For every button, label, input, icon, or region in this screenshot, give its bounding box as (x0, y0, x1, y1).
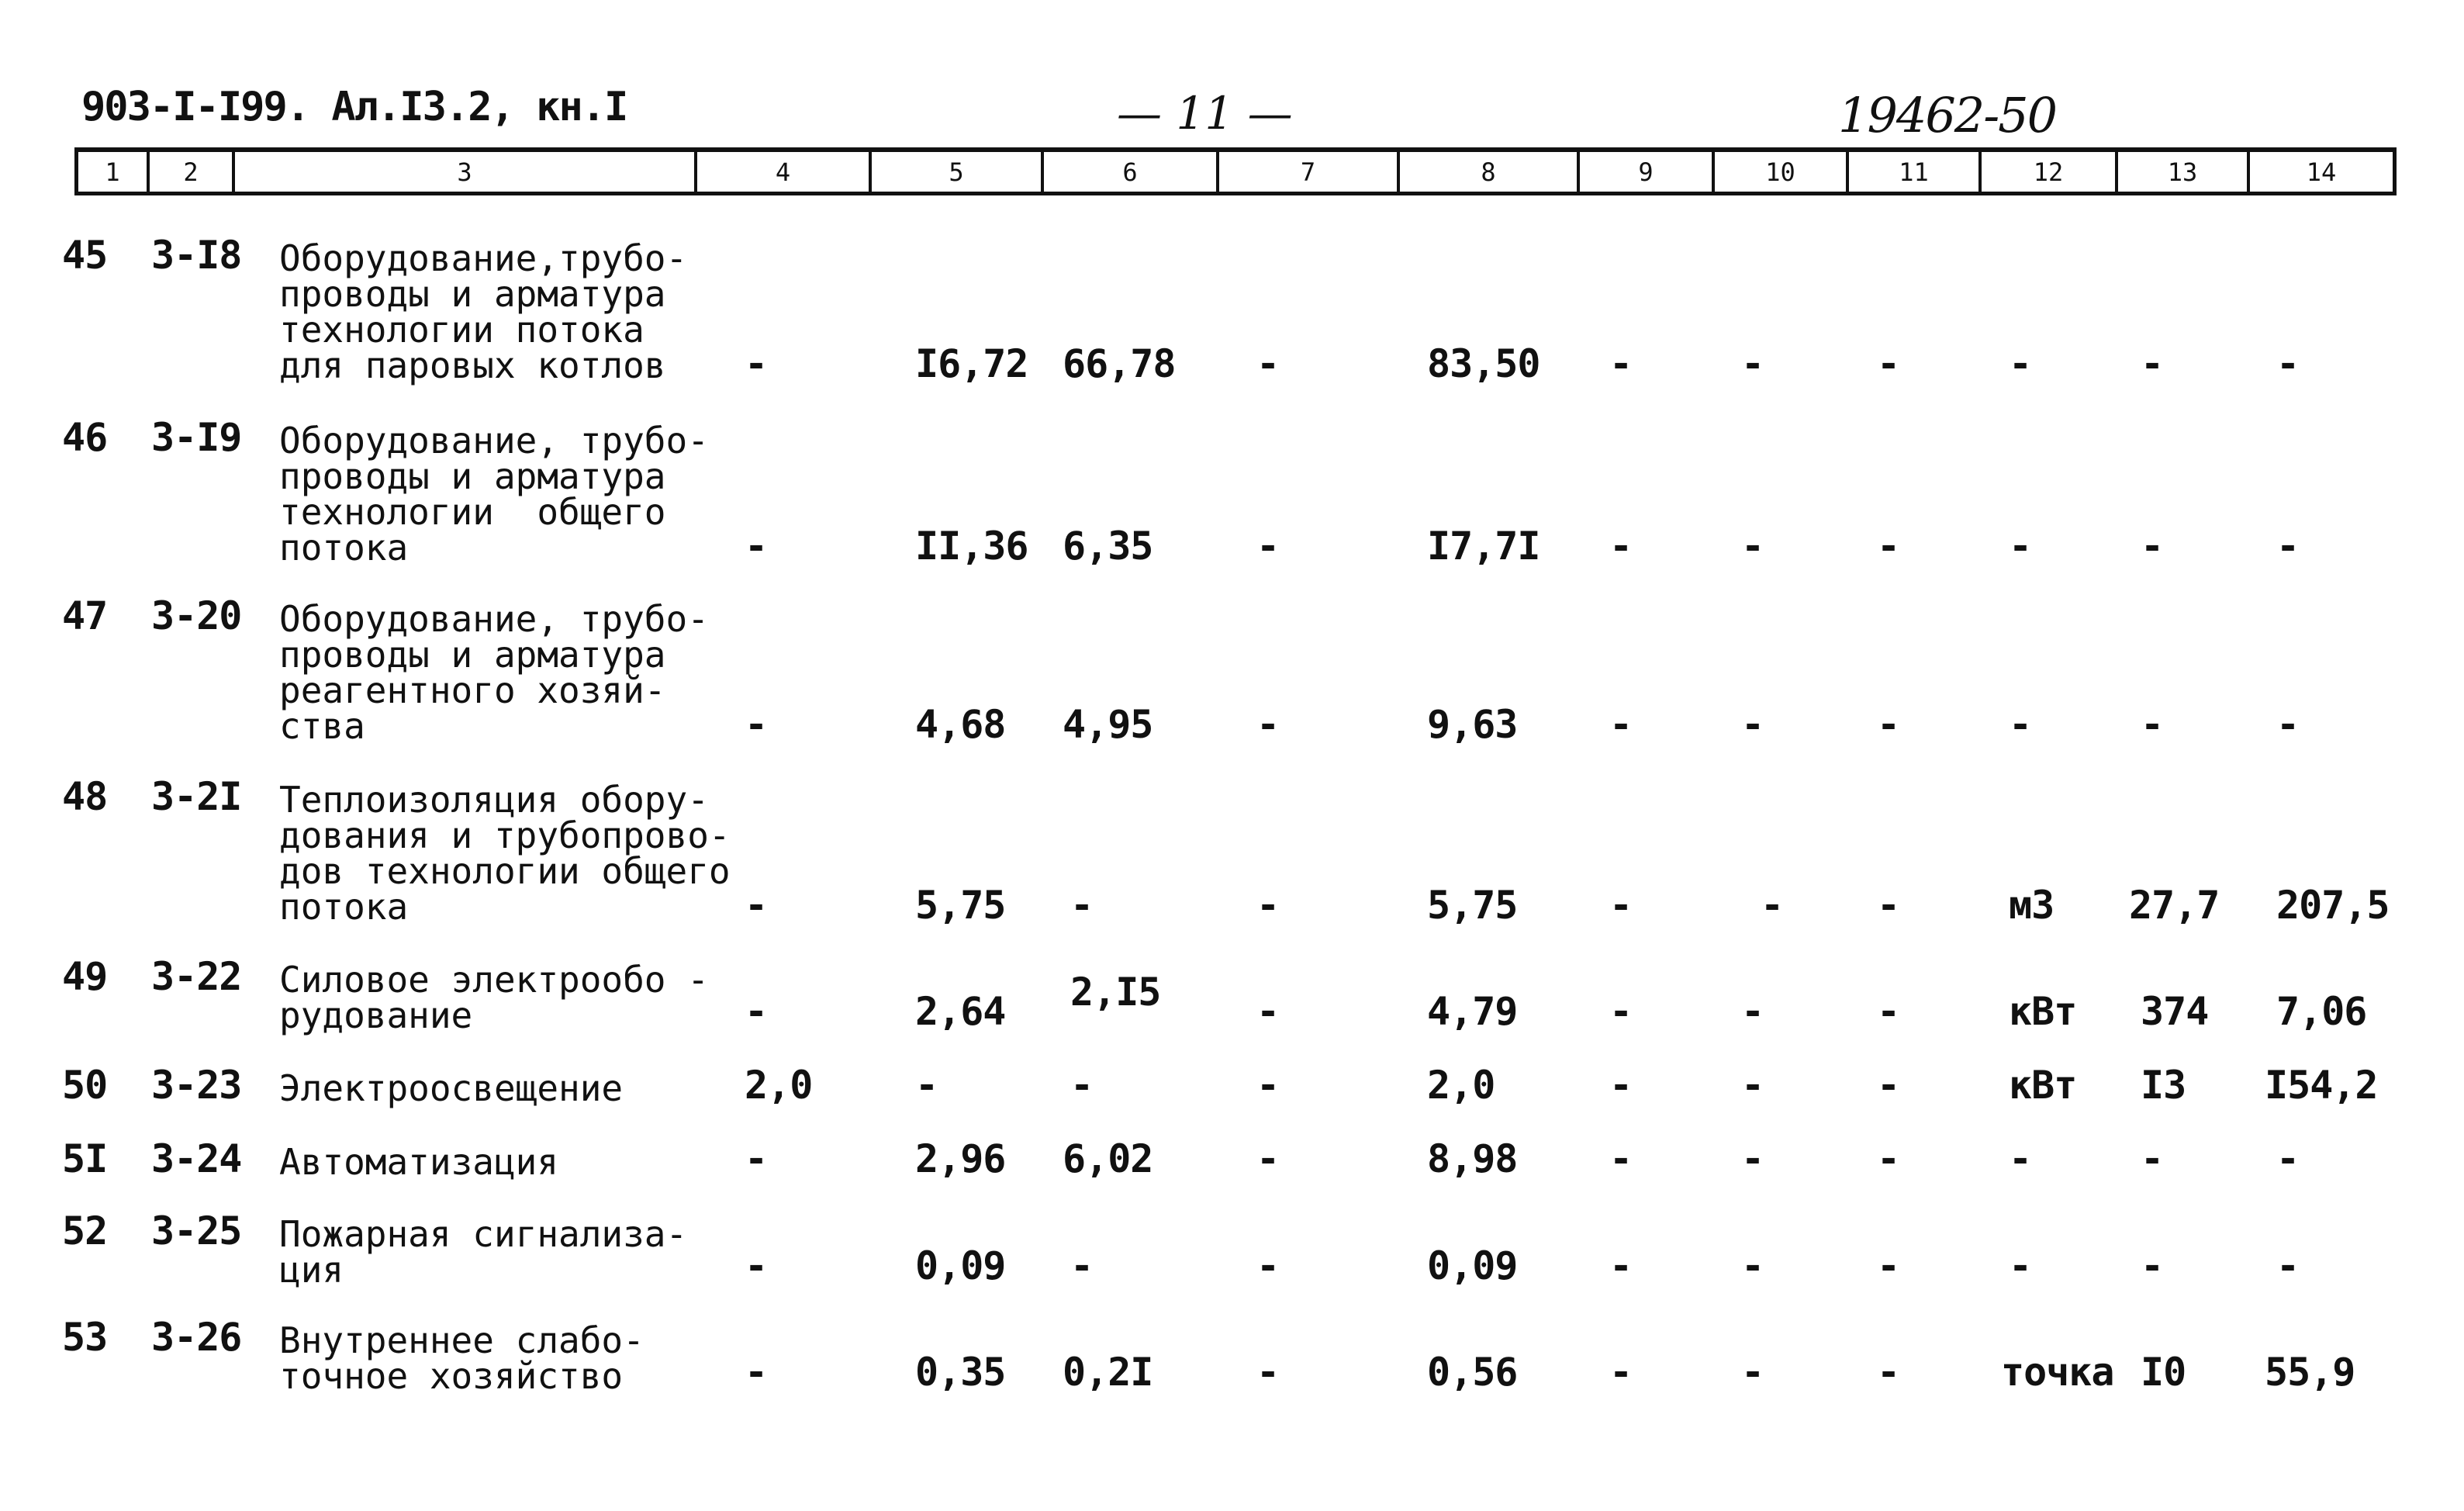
col-header-10: 10 (1712, 152, 1846, 192)
row-code: 3-22 (151, 954, 242, 999)
col-header-12: 12 (1978, 152, 2115, 192)
cell-col9: - (1609, 883, 1633, 928)
cell-col11: - (1877, 702, 1901, 747)
cell-col13: - (2141, 1243, 2164, 1288)
row-code: 3-20 (151, 593, 242, 638)
row-name: Теплоизоляция обору- дования и трубопрово- дов технологии общего потока (279, 779, 731, 928)
cell-col14: I54,2 (2265, 1063, 2378, 1108)
cell-col5: 0,09 (915, 1243, 1006, 1288)
cell-col4: - (745, 702, 769, 747)
row-number: 47 (62, 593, 108, 638)
cell-col9: - (1609, 341, 1633, 386)
cell-col10: - (1741, 341, 1765, 386)
cell-col10: - (1741, 1243, 1765, 1288)
row-code: 3-25 (151, 1208, 242, 1253)
cell-col7: - (1256, 1243, 1280, 1288)
cell-col10: - (1761, 883, 1785, 928)
row-number: 53 (62, 1315, 108, 1360)
col-header-5: 5 (869, 152, 1041, 192)
row-name: Электроосвещение (279, 1067, 624, 1109)
cell-col5: II,36 (915, 524, 1028, 569)
cell-col14: 207,5 (2276, 883, 2390, 928)
cell-col9: - (1609, 524, 1633, 569)
col-header-4: 4 (694, 152, 869, 192)
row-number: 52 (62, 1208, 108, 1253)
cell-col7: - (1256, 1136, 1280, 1181)
cell-col12: кВт (2009, 989, 2077, 1034)
cell-col9: - (1609, 1136, 1633, 1181)
cell-col10: - (1741, 524, 1765, 569)
cell-col4: - (745, 1243, 769, 1288)
col-header-1: 1 (105, 157, 120, 187)
cell-col11: - (1877, 1136, 1901, 1181)
col-header-3: 3 (232, 152, 694, 192)
cell-col5: 2,64 (915, 989, 1006, 1034)
cell-col12: - (2009, 1136, 2032, 1181)
cell-col9: - (1609, 1063, 1633, 1108)
cell-col14: 7,06 (2276, 989, 2367, 1034)
row-number: 45 (62, 233, 108, 278)
cell-col10: - (1741, 989, 1765, 1034)
cell-col11: - (1877, 1350, 1901, 1395)
cell-col6: - (1070, 883, 1094, 928)
cell-col9: - (1609, 1350, 1633, 1395)
cell-col10: - (1741, 1063, 1765, 1108)
cell-col8: 8,98 (1427, 1136, 1518, 1181)
cell-col14: - (2276, 702, 2300, 747)
cell-col9: - (1609, 989, 1633, 1034)
cell-col14: - (2276, 524, 2300, 569)
row-code: 3-I8 (151, 233, 242, 278)
cell-col12: - (2009, 524, 2032, 569)
cell-col11: - (1877, 1063, 1901, 1108)
row-number: 5I (62, 1136, 108, 1181)
cell-col12: точка (2001, 1350, 2114, 1395)
cell-col13: I0 (2141, 1350, 2186, 1395)
cell-col9: - (1609, 702, 1633, 747)
cell-col9: - (1609, 1243, 1633, 1288)
row-name: Оборудование, трубо- проводы и арматура реагентного хозяй- ства (279, 598, 709, 747)
cell-col5: - (915, 1063, 939, 1108)
cell-col5: 0,35 (915, 1350, 1006, 1395)
cell-col13: 27,7 (2129, 883, 2220, 928)
cell-col5: 4,68 (915, 702, 1006, 747)
cell-col5: 5,75 (915, 883, 1006, 928)
col-header-6: 6 (1041, 152, 1216, 192)
cell-col4: - (745, 989, 769, 1034)
row-code: 3-23 (151, 1063, 242, 1108)
cell-col12: - (2009, 702, 2032, 747)
cell-col11: - (1877, 524, 1901, 569)
cell-col13: - (2141, 1136, 2164, 1181)
cell-col11: - (1877, 989, 1901, 1034)
column-number-header (74, 147, 2397, 195)
cell-col7: - (1256, 341, 1280, 386)
cell-col10: - (1741, 702, 1765, 747)
cell-col8: 83,50 (1427, 341, 1540, 386)
cell-col8: I7,7I (1427, 524, 1540, 569)
cell-col13: - (2141, 524, 2164, 569)
cell-col13: - (2141, 702, 2164, 747)
cell-col6: 4,95 (1063, 702, 1153, 747)
row-name: Оборудование, трубо- проводы и арматура технологии общего потока (279, 420, 709, 569)
cell-col10: - (1741, 1136, 1765, 1181)
col-header-14: 14 (2247, 152, 2393, 192)
cell-col14: 55,9 (2265, 1350, 2355, 1395)
cell-col12: - (2009, 1243, 2032, 1288)
cell-col8: 4,79 (1427, 989, 1518, 1034)
row-number: 48 (62, 774, 108, 819)
cell-col4: - (745, 883, 769, 928)
cell-col8: 9,63 (1427, 702, 1518, 747)
cell-col4: - (745, 341, 769, 386)
row-name: Автоматизация (279, 1141, 559, 1183)
document-code: 903-I-I99. Ал.I3.2, кн.I (81, 84, 627, 130)
cell-col10: - (1741, 1350, 1765, 1395)
cell-col7: - (1256, 989, 1280, 1034)
cell-col6: 6,35 (1063, 524, 1153, 569)
col-header-2: 2 (147, 152, 232, 192)
cell-col12: - (2009, 341, 2032, 386)
cell-col14: - (2276, 1243, 2300, 1288)
row-code: 3-I9 (151, 415, 242, 460)
cell-col8: 0,09 (1427, 1243, 1518, 1288)
cell-col14: - (2276, 341, 2300, 386)
row-name: Внутреннее слабо- точное хозяйство (279, 1319, 645, 1397)
cell-col4: - (745, 524, 769, 569)
cell-col6: 0,2I (1063, 1350, 1153, 1395)
col-header-7: 7 (1216, 152, 1397, 192)
cell-col13: I3 (2141, 1063, 2186, 1108)
col-header-8: 8 (1397, 152, 1577, 192)
row-number: 50 (62, 1063, 108, 1108)
cell-col8: 2,0 (1427, 1063, 1495, 1108)
cell-col6: - (1070, 1063, 1094, 1108)
row-name: Оборудование,трубо- проводы и арматура технологии потока для паровых котлов (279, 237, 688, 386)
cell-col8: 5,75 (1427, 883, 1518, 928)
cell-col12: кВт (2009, 1063, 2077, 1108)
cell-col11: - (1877, 883, 1901, 928)
cell-col4: - (745, 1136, 769, 1181)
cell-col12: м3 (2009, 883, 2054, 928)
row-number: 46 (62, 415, 108, 460)
cell-col6: 66,78 (1063, 341, 1176, 386)
cell-col6: 6,02 (1063, 1136, 1153, 1181)
cell-col5: 2,96 (915, 1136, 1006, 1181)
cell-col11: - (1877, 341, 1901, 386)
cell-col7: - (1256, 524, 1280, 569)
cell-col7: - (1256, 1063, 1280, 1108)
col-header-13: 13 (2115, 152, 2247, 192)
cell-col6: 2,I5 (1070, 970, 1161, 1015)
row-name: Пожарная сигнализа- ция (279, 1213, 688, 1291)
cell-col4: 2,0 (745, 1063, 813, 1108)
row-code: 3-24 (151, 1136, 242, 1181)
row-code: 3-2I (151, 774, 242, 819)
cell-col7: - (1256, 702, 1280, 747)
col-header-9: 9 (1577, 152, 1712, 192)
row-number: 49 (62, 954, 108, 999)
cell-col7: - (1256, 883, 1280, 928)
cell-col8: 0,56 (1427, 1350, 1518, 1395)
cell-col14: - (2276, 1136, 2300, 1181)
cell-col13: - (2141, 341, 2164, 386)
row-name: Силовое электрообо - рудование (279, 959, 709, 1036)
cell-col6: - (1070, 1243, 1094, 1288)
page-number: — 11 — (1117, 87, 1293, 140)
cell-col5: I6,72 (915, 341, 1028, 386)
col-header-11: 11 (1846, 152, 1978, 192)
archive-number: 19462-50 (1838, 87, 2057, 143)
cell-col11: - (1877, 1243, 1901, 1288)
row-code: 3-26 (151, 1315, 242, 1360)
cell-col13: 374 (2141, 989, 2209, 1034)
cell-col7: - (1256, 1350, 1280, 1395)
cell-col4: - (745, 1350, 769, 1395)
